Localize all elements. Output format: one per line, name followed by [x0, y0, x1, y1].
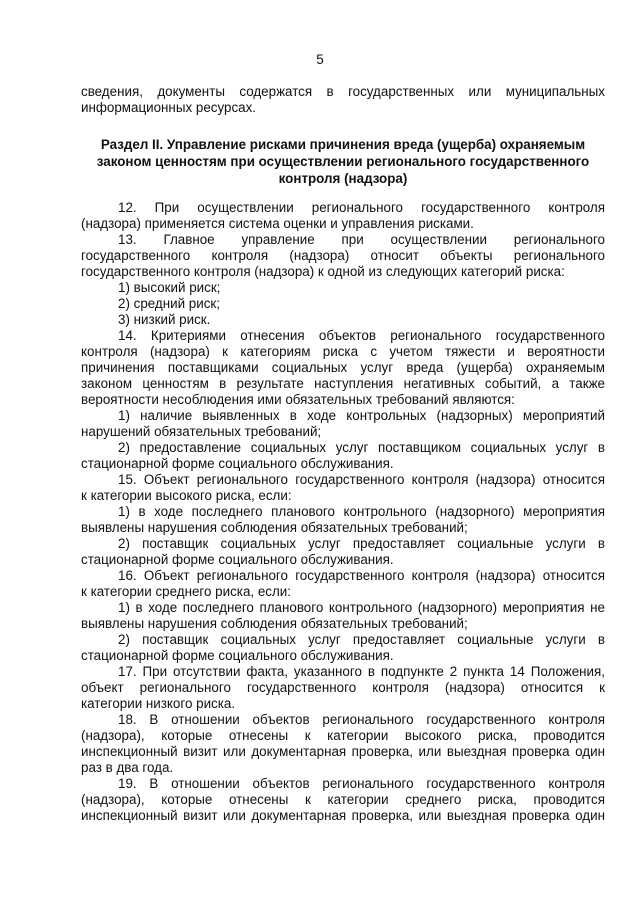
paragraph-line: государственного контроля (надзора) к одной из следующих категорий риска: — [81, 264, 565, 279]
paragraph-line: (надзора), которые отнесены к категории высокого риска, проводится — [81, 728, 605, 743]
paragraph-line: 18. В отношении объектов регионального государственного контроля — [118, 712, 605, 727]
paragraph-line: 2) средний риск; — [118, 296, 221, 311]
paragraph-line: 13. Главное управление при осуществлении регионального — [118, 232, 605, 247]
paragraph — [81, 600, 605, 632]
paragraph-line: государственного контроля (надзора) относит объекты регионального — [81, 248, 605, 263]
paragraph — [81, 232, 605, 280]
paragraph-line: 2) поставщик социальных услуг предоставляет социальные услуги в — [118, 536, 605, 551]
paragraph-line: 2) предоставление социальных услуг поставщиком социальных услуг в — [118, 440, 605, 455]
intro-line: сведения, документы содержатся в государственных или муниципальных — [81, 84, 605, 99]
paragraph-line: нарушений обязательных требований; — [81, 424, 322, 439]
intro-line: информационных ресурсах. — [81, 100, 257, 115]
paragraph-line: 12. При осуществлении регионального государственного контроля — [118, 200, 605, 215]
paragraph-line: объект регионального государственного контроля (надзора) относится к — [81, 680, 605, 695]
paragraph — [81, 568, 605, 600]
paragraph-line: 1) высокий риск; — [118, 280, 221, 295]
paragraph-line: 16. Объект регионального государственного контроля (надзора) относится — [118, 568, 605, 583]
paragraph-line: стационарной форме социального обслуживания. — [81, 552, 394, 567]
paragraph-line: 1) в ходе последнего планового контрольного (надзорного) мероприятия не — [118, 600, 605, 615]
paragraph — [81, 408, 605, 440]
section-heading — [81, 136, 605, 187]
paragraph-line: 17. При отсутствии факта, указанного в подпункте 2 пункта 14 Положения, — [118, 664, 605, 679]
paragraph — [81, 200, 605, 232]
list-item — [81, 312, 605, 328]
paragraph — [81, 504, 605, 536]
paragraph-line: инспекционный визит или документарная проверка, или выездная проверка один — [81, 744, 605, 759]
paragraph — [81, 328, 605, 408]
paragraph-line: выявлены нарушения соблюдения обязательных требований; — [81, 520, 468, 535]
paragraph-line: (надзора) применяется система оценки и управления рисками. — [81, 216, 474, 231]
paragraph-line: вероятности несоблюдения ими обязательных требований являются: — [81, 392, 515, 407]
list-item — [81, 280, 605, 296]
paragraph-line: к категории среднего риска, если: — [81, 584, 292, 599]
paragraph-line: к категории высокого риска, если: — [81, 488, 292, 503]
paragraph-line: 2) поставщик социальных услуг предоставляет социальные услуги в — [118, 632, 605, 647]
paragraph-list — [81, 200, 605, 824]
paragraph-line: 1) наличие выявленных в ходе контрольных (надзорных) мероприятий — [118, 408, 605, 423]
page-number: 5 — [316, 52, 324, 67]
paragraph-line: инспекционный визит или документарная проверка, или выездная проверка один — [81, 808, 605, 823]
section-heading-line: контроля (надзора) — [278, 171, 408, 186]
paragraph-line: 19. В отношении объектов регионального государственного контроля — [118, 776, 605, 791]
paragraph — [81, 776, 605, 824]
paragraph — [81, 664, 605, 712]
section-heading-line: законом ценностям при осуществлении регионального государственного — [96, 154, 590, 169]
paragraph-line: выявлены нарушения соблюдения обязательных требований; — [81, 616, 468, 631]
paragraph-line: (надзора), которые отнесены к категории среднего риска, проводится — [81, 792, 605, 807]
paragraph-line: стационарной форме социального обслуживания. — [81, 648, 394, 663]
document-body — [81, 84, 605, 824]
paragraph-line: 3) низкий риск. — [118, 312, 211, 327]
paragraph-line: 15. Объект регионального государственного контроля (надзора) относится — [118, 472, 605, 487]
paragraph-line: законом ценностям в результате наступления негативных событий, а также — [81, 376, 605, 391]
list-item — [81, 296, 605, 312]
paragraph-line: причинения поставщиками социальных услуг вреда (ущерба) охраняемым — [81, 360, 605, 375]
paragraph-line: раз в два года. — [81, 760, 174, 775]
paragraph — [81, 536, 605, 568]
paragraph-line: категории низкого риска. — [81, 696, 236, 711]
paragraph — [81, 632, 605, 664]
paragraph — [81, 712, 605, 776]
paragraph-line: контроля (надзора) к категориям риска с учетом тяжести и вероятности — [81, 344, 605, 359]
section-heading-line: Раздел II. Управление рисками причинения вреда (ущерба) охраняемым — [100, 137, 586, 152]
intro-paragraph — [81, 84, 605, 116]
paragraph — [81, 472, 605, 504]
paragraph — [81, 440, 605, 472]
paragraph-line: стационарной форме социального обслуживания. — [81, 456, 394, 471]
paragraph-line: 14. Критериями отнесения объектов регионального государственного — [118, 328, 605, 343]
paragraph-line: 1) в ходе последнего планового контрольного (надзорного) мероприятия — [118, 504, 605, 519]
